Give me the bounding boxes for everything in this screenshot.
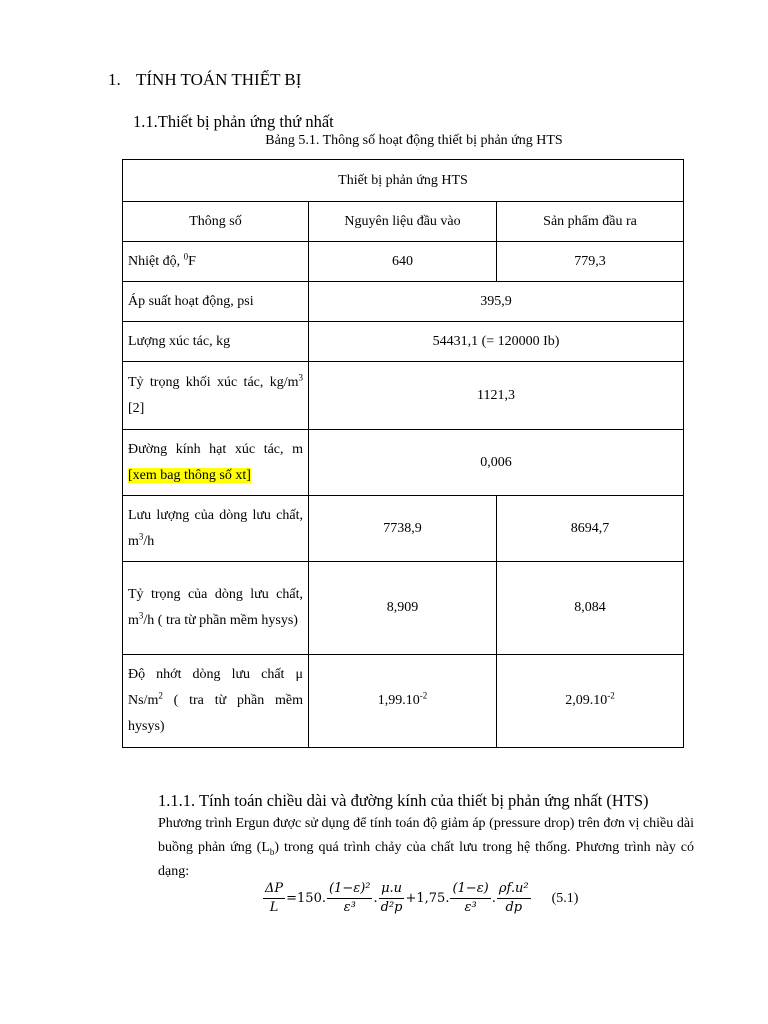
table-row <box>123 362 684 430</box>
row-label-flow-rate: Lưu lượng của dòng lưu chất, $m^3/h$ <box>123 496 309 562</box>
cell-flow-out: 8694,7 <box>497 496 684 562</box>
cell-bulk-density: 1121,3 <box>309 362 684 430</box>
header-parameter: Thông số <box>123 202 309 242</box>
subsection-heading: 1.1.Thiết bị phản ứng thứ nhất <box>133 112 334 131</box>
body-paragraph: Phương trình Ergun được sử dụng để tính toán độ giảm áp (pressure drop) trên đơn vị chiều dài buồng phản ứng $(L_b)$ trong quá trình chảy của chất lưu trong hệ thống. Phương trình này có dạng: <box>158 816 695 879</box>
table-row <box>123 496 684 562</box>
table-row <box>123 282 684 322</box>
table-title-row <box>123 160 684 202</box>
row-label-temperature: Nhiệt độ, $^0$F <box>123 242 309 282</box>
row-label-particle-diameter: Đường kính hạt xúc tác, m [xem bag thông số xt] <box>123 430 309 496</box>
row-label-catalyst: Lượng xúc tác, kg <box>123 322 309 362</box>
equation-term: $\frac{\text{ρf.u²}}{dp}$ <box>498 881 529 915</box>
cell-viscosity-in: $1,99.10^{-2}$ <box>309 655 497 748</box>
cell-flow-in: 7738,9 <box>309 496 497 562</box>
cell-catalyst: 54431,1 (= 120000 Ib) <box>309 322 684 362</box>
equation-term: $\frac{\text{(1−ε)²}}{\text{ε³}}$ <box>328 881 371 915</box>
cell-viscosity-out: $2,09.10^{-2}$ <box>497 655 684 748</box>
table-row <box>123 655 684 748</box>
section-heading <box>108 70 301 90</box>
row-label-bulk-density: Tỷ trọng khối xúc tác, $kg/m^3$ [2] <box>123 362 309 430</box>
equation-term: $\frac{\mu.u}{\text{d²p}}$ <box>380 881 403 915</box>
section-number: 1. <box>108 70 121 89</box>
table-header-row <box>123 202 684 242</box>
cell-temperature-in: 640 <box>309 242 497 282</box>
cell-particle-diameter: 0,006 <box>309 430 684 496</box>
row-label-fluid-density: Tỷ trọng của dòng lưu chất, $m^3/h$ ( tra từ phần mềm hysys) <box>123 562 309 655</box>
equation-term: $\frac{(1-\varepsilon)}{\text{ε³}}$ <box>452 881 489 915</box>
table-row <box>123 430 684 496</box>
table-row <box>123 322 684 362</box>
parameters-table <box>122 159 684 748</box>
cell-fluid-density-in: 8,909 <box>309 562 497 655</box>
header-output: Sản phẩm đầu ra <box>497 202 684 242</box>
highlight-note: [xem bag thông số xt] <box>128 467 251 483</box>
table-caption: Bảng 5.1. Thông số hoạt động thiết bị phản ứng HTS <box>265 133 563 148</box>
cell-fluid-density-out: 8,084 <box>497 562 684 655</box>
cell-temperature-out: 779,3 <box>497 242 684 282</box>
subsubsection-heading: 1.1.1. Tính toán chiều dài và đường kính của thiết bị phản ứng nhất (HTS) <box>158 791 649 810</box>
section-title: TÍNH TOÁN THIẾT BỊ <box>136 70 302 89</box>
equation-lhs: $\frac{\Delta P}{L}$ <box>265 881 284 915</box>
cell-pressure: 395,9 <box>309 282 684 322</box>
row-label-viscosity: Độ nhớt dòng lưu chất μ $Ns/m^2$ ( tra từ phần mềm hysys) <box>123 655 309 748</box>
row-label-pressure: Áp suất hoạt động, psi <box>123 282 309 322</box>
table-title: Thiết bị phản ứng HTS <box>123 160 684 202</box>
header-input: Nguyên liệu đầu vào <box>309 202 497 242</box>
ergun-equation: $\frac{\Delta P}{L}$ =150. $\frac{\text{(1−ε)²}}{\text{ε³}}$ . $\frac{\mu.u}{\text{d²p}}$ +1,75. $\frac{(1-\varepsilon)}{\text{ε³}}$ . $\frac{\text{ρf.u²}}{dp}$ (5.1) <box>265 881 579 915</box>
table-row <box>123 242 684 282</box>
equation-number: (5.1) <box>551 890 579 906</box>
table-row <box>123 562 684 655</box>
